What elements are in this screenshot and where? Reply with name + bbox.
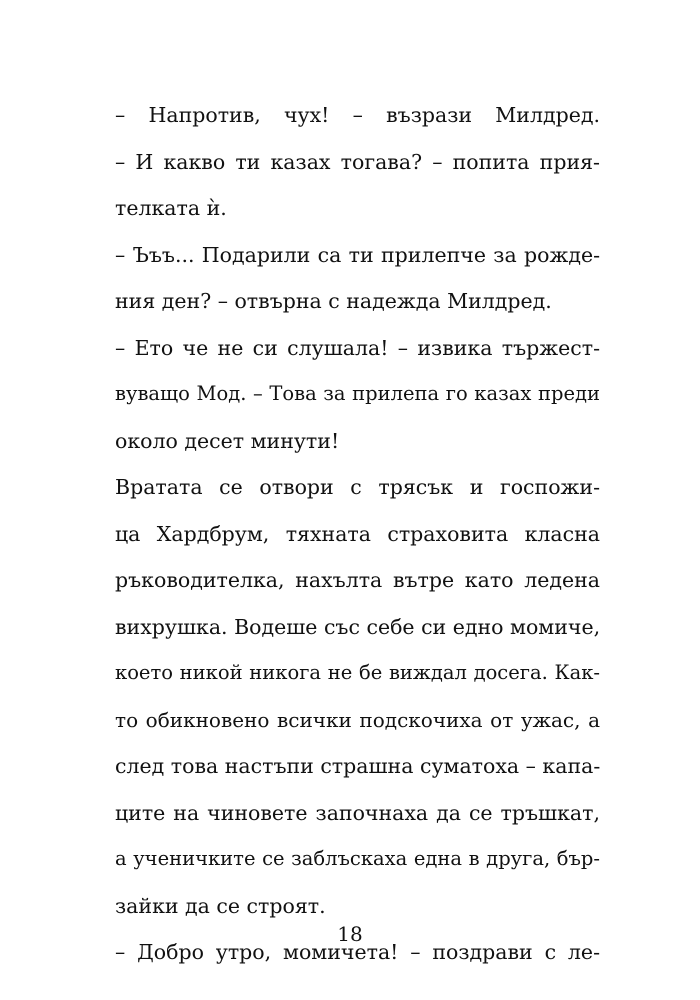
text-line: – Напротив, чух! – възрази Милдред. (115, 103, 600, 127)
text-line: – Добро утро, момичета! – поздрави с ле- (115, 940, 600, 964)
text-line: около десет минути! (115, 428, 340, 453)
text-line: ца Хардбрум, тяхната страховита класна (115, 521, 600, 546)
text-line: ния ден? – отвърна с надежда Милдред. (115, 289, 552, 313)
text-line: ръководителка, нахълта вътре като ледена (115, 568, 600, 592)
text-line: – И какво ти казах тогава? – попита прия- (115, 149, 600, 174)
text-line: Вратата се отвори с трясък и госпожи- (115, 475, 600, 499)
text-line: вихрушка. Водеше със себе си едно момиче, (115, 614, 601, 639)
body-text (115, 92, 600, 976)
text-line: вуващо Мод. – Това за прилепа го казах преди (115, 382, 600, 405)
text-line: след това настъпи страшна суматоха – капа- (115, 754, 601, 778)
text-line: – Ъъъ... Подарили са ти прилепче за рожде- (115, 242, 600, 267)
text-line: ците на чиновете започнаха да се тръшкат, (115, 800, 600, 825)
text-line: – Ето че не си слушала! – извика тържест- (115, 335, 600, 360)
text-line: то обикновено всички подскочиха от ужас, а (115, 707, 600, 732)
page-number: 18 (337, 922, 363, 946)
text-line: зайки да се строят. (115, 893, 326, 918)
text-line: а ученичките се заблъскаха една в друга, бър- (115, 847, 600, 870)
text-line: което никой никога не бе виждал досега. Как- (115, 661, 600, 684)
text-line: телката ѝ. (115, 196, 227, 220)
